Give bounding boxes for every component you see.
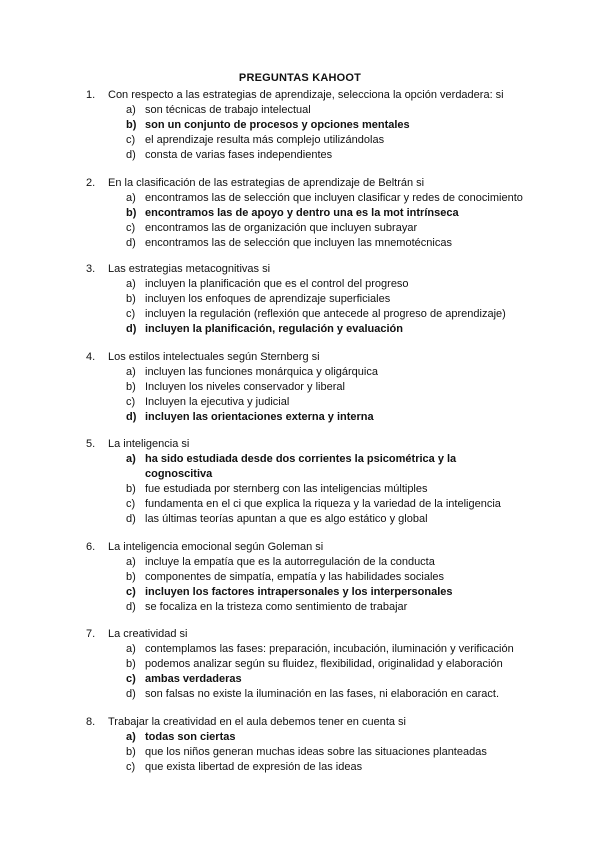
- option-text: incluyen las orientaciones externa y interna: [145, 411, 374, 423]
- answer-option: [86, 600, 546, 615]
- question-number: 7.: [86, 628, 96, 640]
- option-text: ha sido estudiada desde dos corrientes la psicométrica y la cognoscitiva: [145, 453, 457, 480]
- option-letter: a): [126, 278, 136, 290]
- option-letter: c): [126, 498, 136, 510]
- option-text: encontramos las de selección que incluyen clasificar y redes de conocimiento: [145, 192, 523, 204]
- option-letter: a): [126, 731, 136, 743]
- question-number: 1.: [86, 89, 96, 101]
- option-letter: d): [126, 688, 136, 700]
- question-number: 3.: [86, 263, 96, 275]
- answer-option: [86, 133, 546, 148]
- option-text: ambas verdaderas: [145, 673, 242, 685]
- option-text: encontramos las de apoyo y dentro una es la mot intrínseca: [145, 207, 459, 219]
- option-letter: a): [126, 643, 136, 655]
- answer-option: [86, 292, 546, 307]
- question-number: 6.: [86, 541, 96, 553]
- option-text: todas son ciertas: [145, 731, 236, 743]
- option-text: el aprendizaje resulta más complejo utilizándolas: [145, 134, 385, 146]
- answer-option: [86, 307, 546, 322]
- option-text: son un conjunto de procesos y opciones mentales: [145, 119, 410, 131]
- option-text: consta de varias fases independientes: [145, 149, 333, 161]
- question-number: 2.: [86, 177, 96, 189]
- option-letter: c): [126, 761, 136, 773]
- option-letter: b): [126, 658, 136, 670]
- question-text: Las estrategias metacognitivas si: [108, 263, 271, 275]
- question-line: [86, 262, 546, 277]
- option-letter: c): [126, 134, 136, 146]
- answer-option: [86, 395, 546, 410]
- question-line: [86, 715, 546, 730]
- option-letter: a): [126, 366, 136, 378]
- question-2: [86, 176, 546, 251]
- option-letter: a): [126, 192, 136, 204]
- answer-option: [86, 512, 546, 527]
- answer-option: [86, 103, 546, 118]
- option-letter: a): [126, 453, 136, 465]
- question-7: [86, 627, 546, 702]
- correct-option: [86, 452, 546, 482]
- answer-option: [86, 657, 546, 672]
- option-letter: c): [126, 222, 136, 234]
- question-text: La inteligencia emocional según Goleman si: [108, 541, 324, 553]
- option-text: son técnicas de trabajo intelectual: [145, 104, 311, 116]
- question-line: [86, 88, 546, 103]
- option-letter: c): [126, 586, 136, 598]
- answer-option: [86, 687, 546, 702]
- correct-option: [86, 118, 546, 133]
- question-number: 5.: [86, 438, 96, 450]
- correct-option: [86, 672, 546, 687]
- option-letter: a): [126, 556, 136, 568]
- question-number: 8.: [86, 716, 96, 728]
- option-letter: b): [126, 746, 136, 758]
- answer-option: [86, 365, 546, 380]
- option-letter: d): [126, 601, 136, 613]
- question-line: [86, 350, 546, 365]
- option-text: podemos analizar según su fluidez, flexibilidad, originalidad y elaboración: [145, 658, 503, 670]
- option-text: incluye la empatía que es la autorregulación de la conducta: [145, 556, 435, 568]
- option-letter: b): [126, 207, 137, 219]
- answer-option: [86, 221, 546, 236]
- question-number: 4.: [86, 351, 96, 363]
- correct-option: [86, 322, 546, 337]
- option-text: Incluyen los niveles conservador y liberal: [145, 381, 345, 393]
- option-letter: d): [126, 237, 136, 249]
- question-text: La inteligencia si: [108, 438, 190, 450]
- question-text: En la clasificación de las estrategias de aprendizaje de Beltrán si: [108, 177, 425, 189]
- question-4: [86, 350, 546, 425]
- option-text: incluyen los factores intrapersonales y los interpersonales: [145, 586, 453, 598]
- option-text: encontramos las de organización que incluyen subrayar: [145, 222, 418, 234]
- answer-option: [86, 570, 546, 585]
- answer-option: [86, 497, 546, 512]
- correct-option: [86, 585, 546, 600]
- document-title: PREGUNTAS KAHOOT: [238, 72, 362, 84]
- option-text: incluyen la planificación que es el control del progreso: [145, 278, 409, 290]
- answer-option: [86, 148, 546, 163]
- question-8: [86, 715, 546, 775]
- option-letter: d): [126, 323, 137, 335]
- answer-option: [86, 191, 546, 206]
- option-letter: c): [126, 396, 136, 408]
- answer-option: [86, 236, 546, 251]
- answer-option: [86, 482, 546, 497]
- answer-option: [86, 277, 546, 292]
- option-letter: b): [126, 571, 136, 583]
- option-letter: b): [126, 293, 136, 305]
- option-text: contemplamos las fases: preparación, incubación, iluminación y verificación: [145, 643, 514, 655]
- question-text: Con respecto a las estrategias de aprendizaje, selecciona la opción verdadera: si: [108, 89, 504, 101]
- option-text: fundamenta en el ci que explica la riqueza y la variedad de la inteligencia: [145, 498, 501, 510]
- question-text: Los estilos intelectuales según Sternberg si: [108, 351, 320, 363]
- question-line: [86, 176, 546, 191]
- option-letter: d): [126, 411, 137, 423]
- question-1: [86, 88, 546, 163]
- answer-option: [86, 760, 546, 775]
- question-6: [86, 540, 546, 615]
- question-text: La creatividad si: [108, 628, 188, 640]
- question-line: [86, 437, 546, 452]
- option-text: encontramos las de selección que incluyen las mnemotécnicas: [145, 237, 452, 249]
- option-letter: b): [126, 119, 137, 131]
- question-text: Trabajar la creatividad en el aula debemos tener en cuenta si: [108, 716, 406, 728]
- option-text: son falsas no existe la iluminación en las fases, ni elaboración en caract.: [145, 688, 500, 700]
- option-letter: c): [126, 308, 136, 320]
- option-letter: b): [126, 483, 136, 495]
- answer-option: [86, 555, 546, 570]
- option-text: las últimas teorías apuntan a que es algo estático y global: [145, 513, 428, 525]
- option-letter: c): [126, 673, 136, 685]
- correct-option: [86, 730, 546, 745]
- option-text: Incluyen la ejecutiva y judicial: [145, 396, 290, 408]
- option-letter: b): [126, 381, 136, 393]
- option-text: que los niños generan muchas ideas sobre las situaciones planteadas: [145, 746, 487, 758]
- correct-option: [86, 206, 546, 221]
- question-5: [86, 437, 546, 527]
- question-line: [86, 627, 546, 642]
- option-text: componentes de simpatía, empatía y las habilidades sociales: [145, 571, 445, 583]
- answer-option: [86, 745, 546, 760]
- question-3: [86, 262, 546, 337]
- answer-option: [86, 380, 546, 395]
- option-text: incluyen los enfoques de aprendizaje superficiales: [145, 293, 391, 305]
- option-text: incluyen la planificación, regulación y evaluación: [145, 323, 403, 335]
- option-letter: d): [126, 513, 136, 525]
- question-line: [86, 540, 546, 555]
- option-text: incluyen las funciones monárquica y oligárquica: [145, 366, 378, 378]
- option-text: fue estudiada por sternberg con las inteligencias múltiples: [145, 483, 428, 495]
- option-letter: a): [126, 104, 136, 116]
- option-text: que exista libertad de expresión de las ideas: [145, 761, 363, 773]
- answer-option: [86, 642, 546, 657]
- correct-option: [86, 410, 546, 425]
- option-text: incluyen la regulación (reflexión que antecede al progreso de aprendizaje): [145, 308, 506, 320]
- option-text: se focaliza en la tristeza como sentimiento de trabajar: [145, 601, 408, 613]
- option-letter: d): [126, 149, 136, 161]
